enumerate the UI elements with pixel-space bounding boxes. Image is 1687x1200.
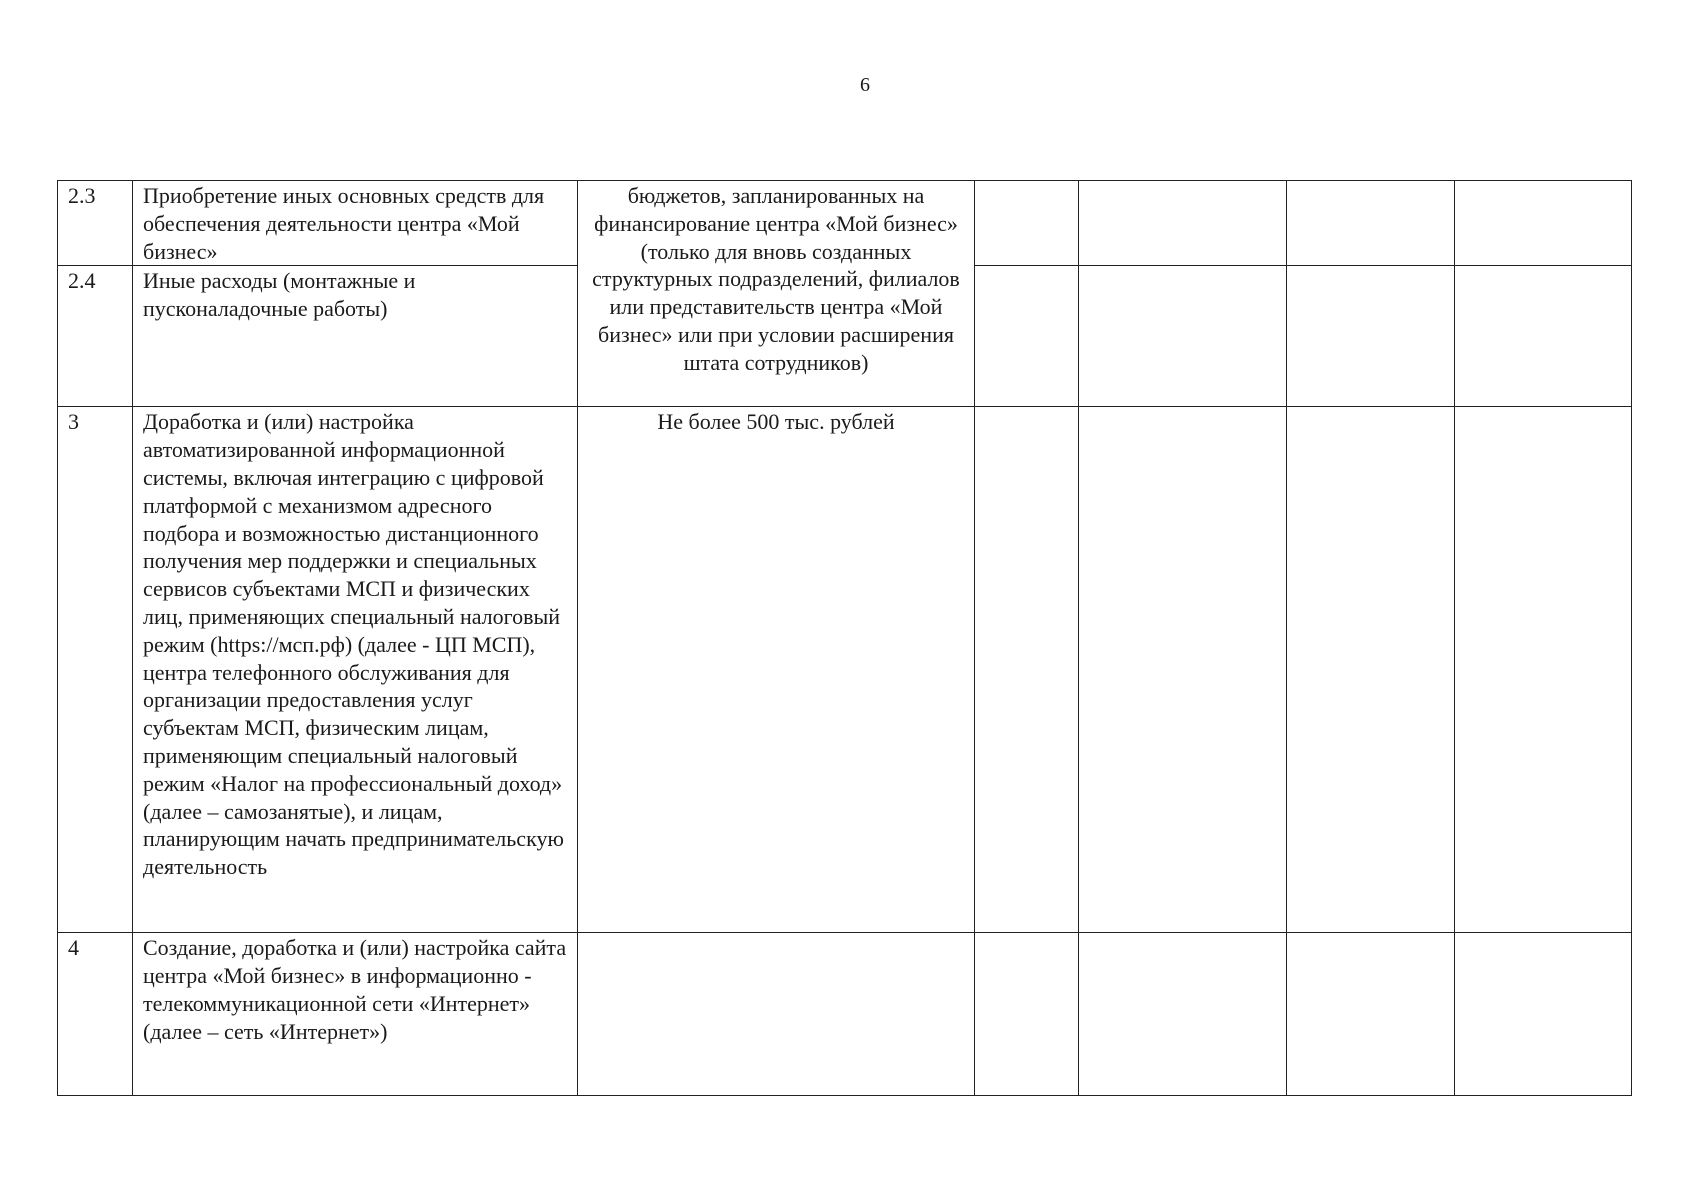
empty-cell bbox=[1287, 407, 1455, 933]
row-number: 4 bbox=[58, 933, 133, 1096]
empty-cell bbox=[975, 181, 1079, 266]
empty-cell bbox=[1287, 181, 1455, 266]
empty-cell bbox=[1079, 407, 1287, 933]
empty-cell bbox=[578, 933, 975, 1096]
row-cost-limit: Не более 500 тыс. рублей bbox=[578, 407, 975, 933]
empty-cell bbox=[1455, 266, 1632, 407]
empty-cell bbox=[1287, 933, 1455, 1096]
empty-cell bbox=[975, 933, 1079, 1096]
table-row bbox=[58, 933, 1632, 1096]
row-description: Доработка и (или) настройка автоматизированной информационной системы, включая интеграцию с цифровой платформой с механизмом адресного подбора и возможностью дистанционного получения мер поддержки и специальных сервисов субъектами МСП и физических лиц, применяющих специальный налоговый режим (https://мсп.рф) (далее - ЦП МСП), центра телефонного обслуживания для организации предоставления услуг субъектам МСП, физическим лицам, применяющим специальный налоговый режим «Налог на профессиональный доход» (далее – самозанятые), и лицам, планирующим начать предпринимательскую деятельность bbox=[133, 407, 578, 933]
empty-cell bbox=[975, 266, 1079, 407]
row-number: 2.4 bbox=[58, 266, 133, 407]
empty-cell bbox=[1079, 933, 1287, 1096]
empty-cell bbox=[1455, 407, 1632, 933]
row-number: 2.3 bbox=[58, 181, 133, 266]
row-description: Иные расходы (монтажные и пусконаладочные работы) bbox=[133, 266, 578, 407]
empty-cell bbox=[1079, 181, 1287, 266]
row-description: Приобретение иных основных средств для обеспечения деятельности центра «Мой бизнес» bbox=[133, 181, 578, 266]
page-number: 6 bbox=[860, 74, 870, 96]
empty-cell bbox=[1455, 181, 1632, 266]
table-row bbox=[58, 181, 1632, 266]
empty-cell bbox=[975, 407, 1079, 933]
empty-cell bbox=[1287, 266, 1455, 407]
cost-table bbox=[57, 180, 1632, 1096]
row-number: 3 bbox=[58, 407, 133, 933]
row-cost-limit: бюджетов, запланированных на финансирование центра «Мой бизнес» (только для вновь созданных структурных подразделений, филиалов или представительств центра «Мой бизнес» или при условии расширения штата сотрудников) bbox=[578, 181, 975, 407]
row-description: Создание, доработка и (или) настройка сайта центра «Мой бизнес» в информационно - телекоммуникационной сети «Интернет» (далее – сеть «Интернет») bbox=[133, 933, 578, 1096]
empty-cell bbox=[1079, 266, 1287, 407]
table-row bbox=[58, 407, 1632, 933]
empty-cell bbox=[1455, 933, 1632, 1096]
